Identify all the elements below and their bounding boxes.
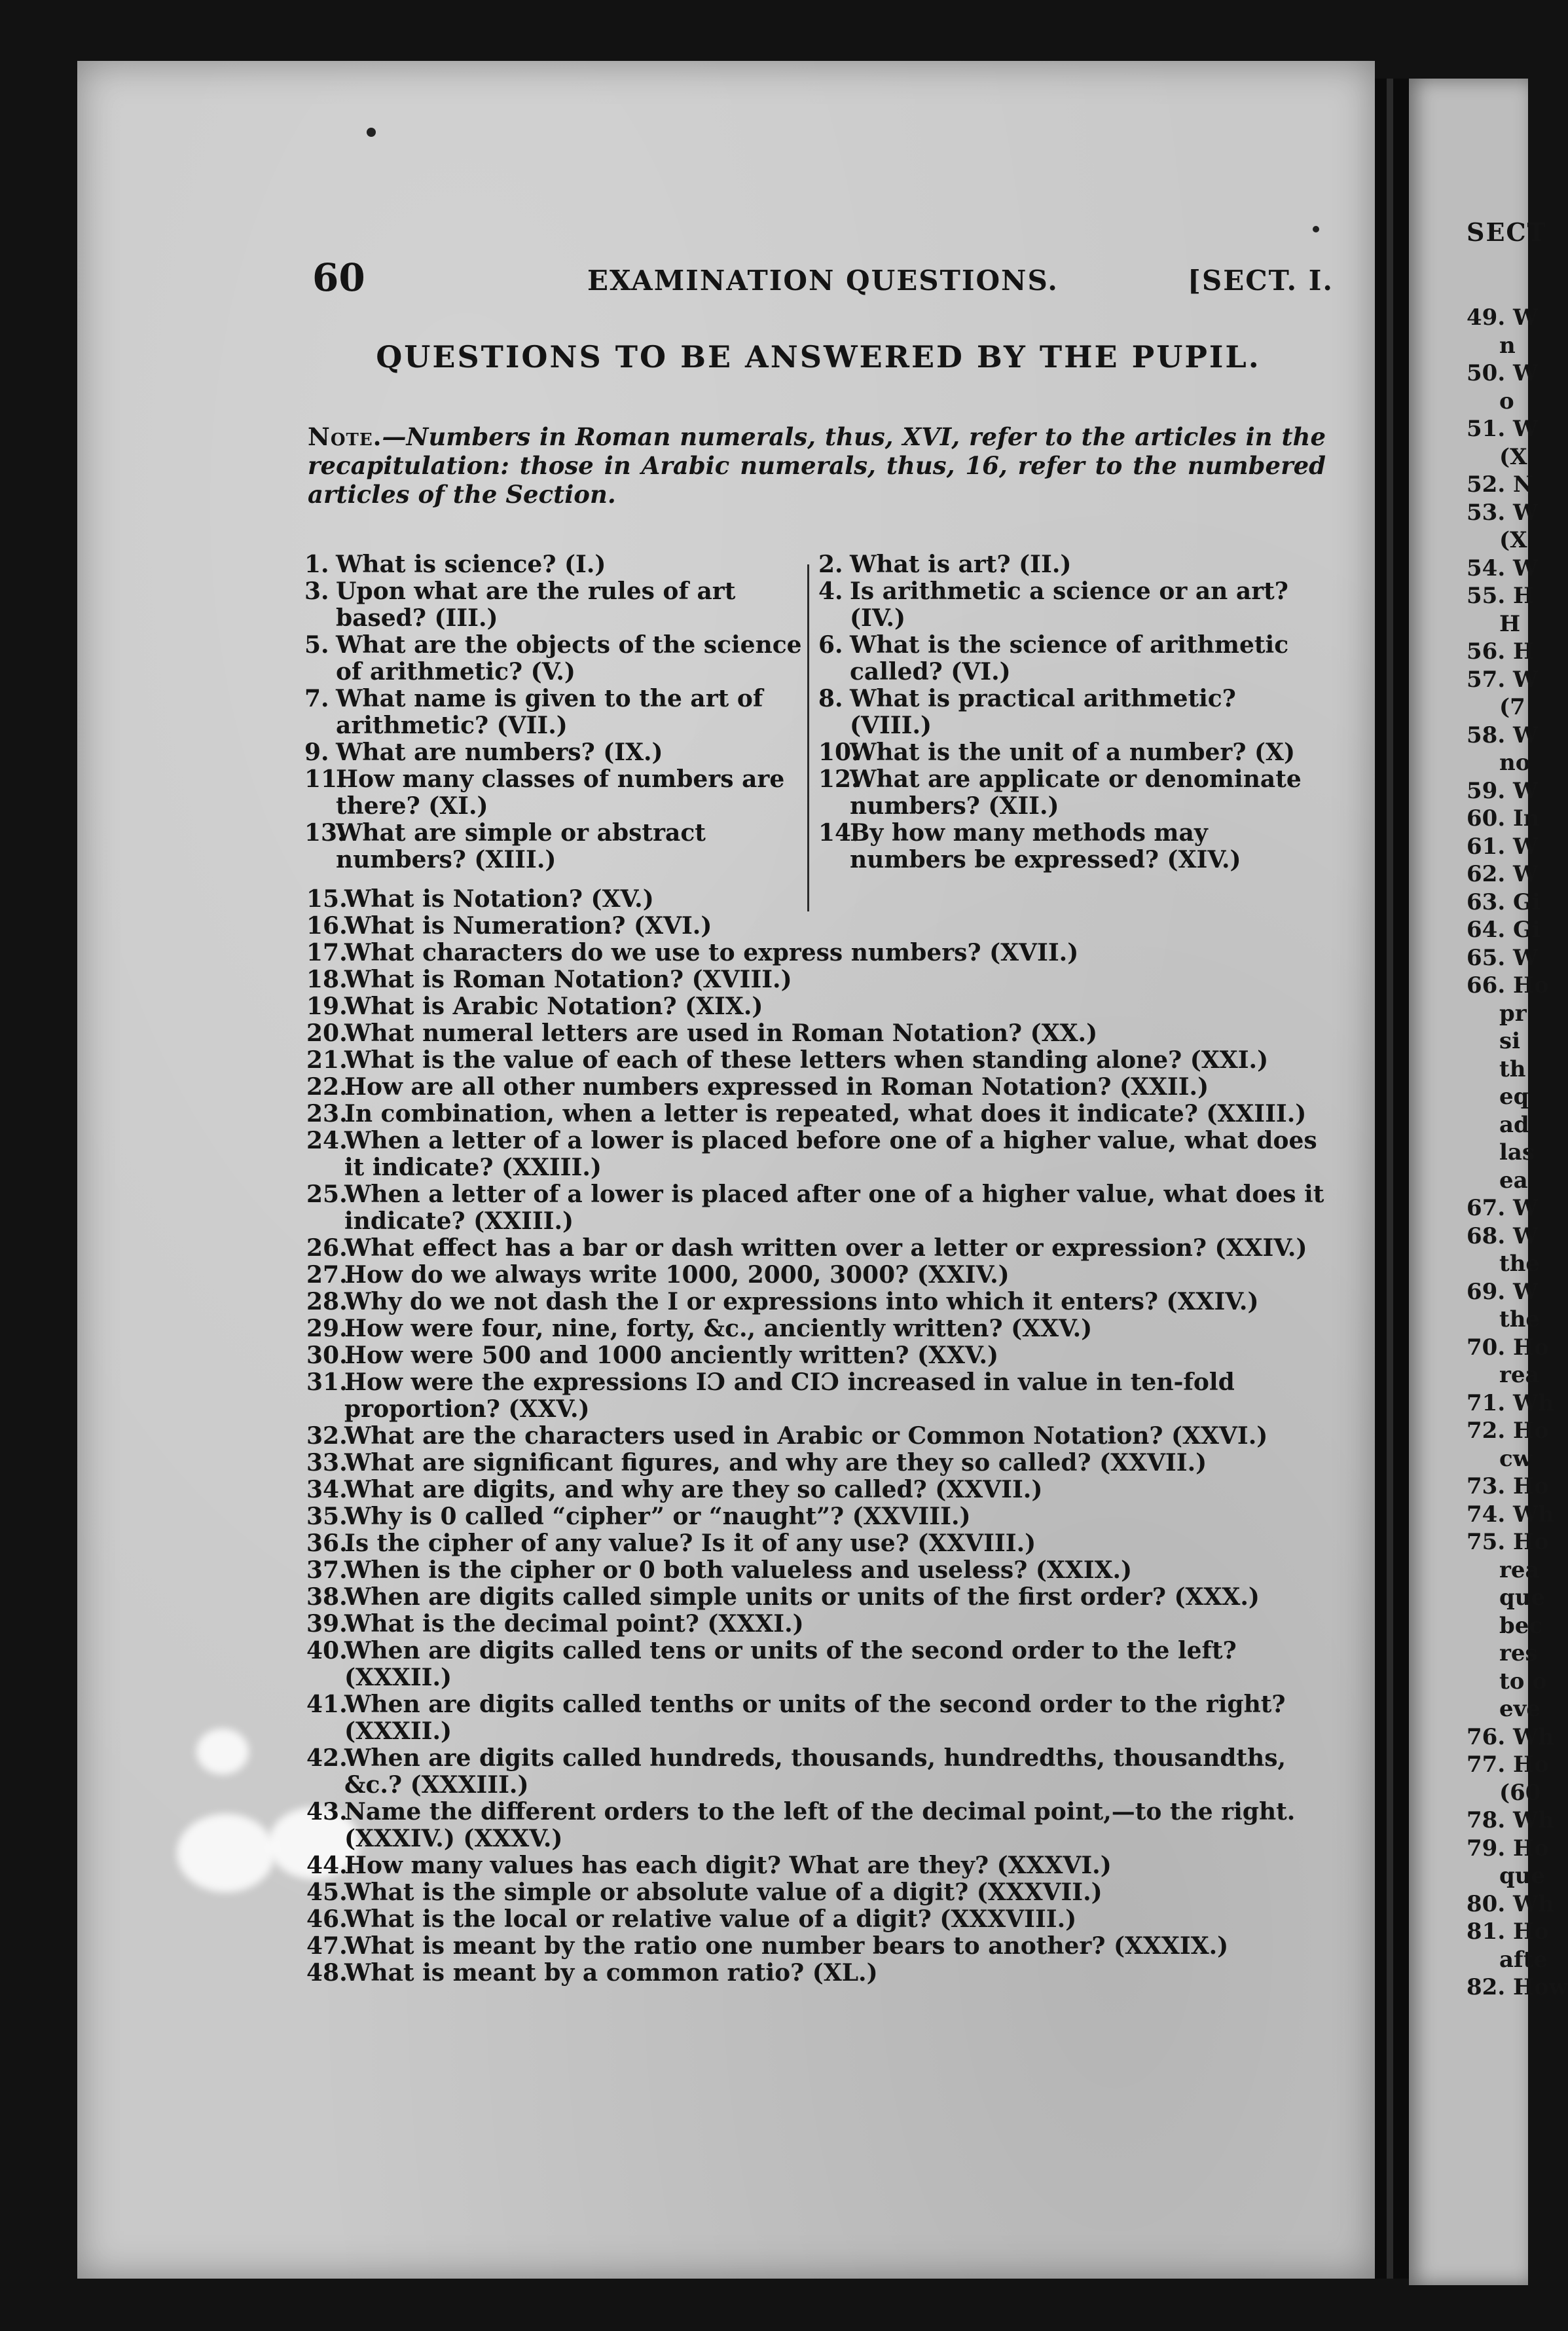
- book-gutter: [1375, 79, 1409, 2279]
- question-item: [306, 1852, 1328, 1879]
- question-list: [306, 886, 1328, 1987]
- question-text: What is Arabic Notation? (XIX.): [344, 993, 763, 1020]
- note-paragraph: [308, 422, 1326, 509]
- note-text: —Numbers in Roman numerals, thus, XVI, refer to the articles in the recapitulation: those in Arabic numerals, thus, 16, refer to the numbered articles of the Section.: [308, 422, 1326, 509]
- question-number: 17.: [306, 939, 348, 966]
- facing-page-fragment: 63. Gi: [1467, 889, 1541, 915]
- facing-page-fragment: 71. Wh: [1467, 1389, 1554, 1416]
- question-item: [306, 1745, 1328, 1799]
- question-item: [306, 993, 1328, 1020]
- facing-page-fragment: 74. Wh: [1467, 1501, 1554, 1528]
- facing-page-fragment: bec: [1499, 1612, 1543, 1639]
- facing-page-fragment: (X: [1499, 443, 1527, 470]
- question-number: 25.: [306, 1181, 348, 1208]
- question-text: What is meant by the ratio one number bears to another? (XXXIX.): [344, 1932, 1229, 1960]
- question-text: When is the cipher or 0 both valueless and useless? (XXIX.): [344, 1556, 1133, 1584]
- question-text: Why do we not dash the I or expressions into which it enters? (XXIV.): [344, 1288, 1259, 1315]
- question-text: How do we always write 1000, 2000, 3000? (XXIV.): [344, 1261, 1010, 1289]
- question-item: 7. What name is given to the art of arithmetic? (VII.): [304, 685, 763, 739]
- question-item: [306, 1101, 1328, 1128]
- section-label: [SECT. I.: [1188, 265, 1334, 297]
- question-number: 30.: [306, 1342, 348, 1369]
- question-number: 40.: [306, 1637, 348, 1664]
- question-item: [306, 1557, 1328, 1584]
- facing-page-fragment: (X: [1499, 527, 1527, 553]
- question-number: 18.: [306, 966, 348, 993]
- question-number: 24.: [306, 1127, 348, 1154]
- facing-page-fragment: res: [1499, 1640, 1538, 1666]
- left-question-column: [304, 551, 802, 873]
- question-number: 19.: [306, 993, 348, 1020]
- question-text: What is Notation? (XV.): [344, 885, 654, 913]
- question-item: [306, 1799, 1328, 1852]
- question-item: [306, 1503, 1328, 1530]
- question-item: 12.What are applicate or denominate numbers? (XII.): [818, 765, 1302, 820]
- facing-page-fragment: n: [1499, 332, 1516, 359]
- question-number: 37.: [306, 1556, 348, 1584]
- question-item: [306, 1530, 1328, 1557]
- question-text: What characters do we use to express numbers? (XVII.): [344, 939, 1079, 966]
- question-text: When a letter of a lower is placed before one of a higher value, what does it indicate? (XXIII.): [344, 1127, 1317, 1181]
- question-item: [306, 1691, 1328, 1745]
- question-number: 32.: [306, 1422, 348, 1450]
- facing-page-fragment: 55. H: [1467, 583, 1535, 609]
- facing-page-fragment: 77. Ho: [1467, 1752, 1549, 1778]
- question-item: [306, 1450, 1328, 1477]
- question-item: [306, 886, 1328, 913]
- right-question-column: [818, 551, 1326, 873]
- question-number: 35.: [306, 1503, 348, 1530]
- note-lead: Note.: [308, 422, 382, 451]
- facing-page-fragment: que: [1499, 1863, 1546, 1889]
- facing-page-fragment: 53. W: [1467, 499, 1539, 526]
- question-item: [306, 1181, 1328, 1235]
- question-number: 34.: [306, 1476, 348, 1503]
- question-number: 28.: [306, 1288, 348, 1315]
- question-text: What is Roman Notation? (XVIII.): [344, 966, 792, 993]
- column-divider: [807, 564, 809, 911]
- facing-page-fragment: 68. W: [1467, 1222, 1539, 1249]
- question-text: How many values has each digit? What are they? (XXXVI.): [344, 1852, 1112, 1879]
- facing-page-fragment: (7: [1499, 694, 1525, 720]
- question-item: [306, 1235, 1328, 1262]
- facing-page-fragment: si: [1499, 1028, 1521, 1054]
- question-number: 43.: [306, 1798, 348, 1826]
- page-title: QUESTIONS TO BE ANSWERED BY THE PUPIL.: [376, 339, 1261, 375]
- question-item: [306, 913, 1328, 940]
- question-number: 16.: [306, 912, 348, 940]
- facing-page-fragment: 67. W: [1467, 1195, 1539, 1221]
- question-text: What is Numeration? (XVI.): [344, 912, 712, 940]
- facing-page-fragment: pr: [1499, 1000, 1527, 1027]
- facing-page-fragment: the: [1499, 1251, 1541, 1277]
- question-number: 26.: [306, 1234, 348, 1262]
- facing-page-fragment: afte: [1499, 1946, 1548, 1973]
- facing-page-fragment: 78. Wh: [1467, 1807, 1554, 1833]
- question-item: 13.What are simple or abstract numbers? (XIII.): [304, 819, 706, 873]
- facing-page-fragment: 64. Gi: [1467, 917, 1541, 943]
- question-item: [306, 1369, 1328, 1423]
- question-number: 20.: [306, 1019, 348, 1047]
- facing-page-fragment: ea: [1499, 1167, 1528, 1194]
- facing-page-fragment: 80. Wh: [1467, 1890, 1554, 1917]
- ink-speck: [1313, 226, 1319, 232]
- facing-page-fragment: 76. Wh: [1467, 1723, 1554, 1750]
- question-item: 4. Is arithmetic a science or an art? (IV.): [818, 578, 1288, 632]
- facing-page-fragment: 72. Ho: [1467, 1418, 1549, 1444]
- facing-page-fragment: 58. W: [1467, 722, 1539, 748]
- facing-page-fragment: 73. Ho: [1467, 1473, 1549, 1499]
- facing-page-fragment: 51. W: [1467, 416, 1539, 442]
- question-item: 2. What is art? (II.): [818, 551, 1072, 578]
- facing-page-fragment: eve: [1499, 1696, 1541, 1722]
- question-item: [306, 1423, 1328, 1450]
- question-text: What numeral letters are used in Roman Notation? (XX.): [344, 1019, 1098, 1047]
- facing-page-fragment: 65. W: [1467, 944, 1539, 971]
- question-number: 21.: [306, 1046, 348, 1074]
- facing-page-fragment: rea: [1499, 1362, 1540, 1388]
- question-item: [306, 1262, 1328, 1289]
- facing-page-fragment: 56. H: [1467, 638, 1535, 665]
- facing-page-fragment: 82. How: [1467, 1974, 1568, 2000]
- running-header: [312, 255, 1334, 308]
- question-text: When a letter of a lower is placed after one of a higher value, what does it indicate? (XXIII.): [344, 1181, 1324, 1235]
- question-text: Why is 0 called “cipher” or “naught”? (XXVIII.): [344, 1503, 971, 1530]
- question-item: 10.What is the unit of a number? (X): [818, 739, 1295, 766]
- question-number: 44.: [306, 1852, 348, 1879]
- facing-page-fragment: 50. W: [1467, 360, 1539, 386]
- facing-page-header: SECT: [1467, 217, 1547, 247]
- question-number: 38.: [306, 1583, 348, 1611]
- facing-page-fragment: o: [1499, 388, 1514, 414]
- question-number: 48.: [306, 1959, 348, 1987]
- facing-page-fragment: 70. Ho: [1467, 1334, 1549, 1361]
- question-item: [306, 1315, 1328, 1342]
- page-number: 60: [312, 255, 365, 300]
- gutter-line: [1387, 79, 1393, 2279]
- facing-page-fragment: cw: [1499, 1445, 1532, 1472]
- question-item: 11.How many classes of numbers are there? (XI.): [304, 765, 785, 820]
- question-item: [306, 1960, 1328, 1987]
- question-item: [306, 1933, 1328, 1960]
- question-text: What is the simple or absolute value of a digit? (XXXVII.): [344, 1879, 1103, 1906]
- question-text: What are digits, and why are they so called? (XXVII.): [344, 1476, 1043, 1503]
- question-text: What are the characters used in Arabic or Common Notation? (XXVI.): [344, 1422, 1268, 1450]
- facing-page-fragment: (60: [1499, 1779, 1541, 1806]
- question-text: How were the expressions IƆ and CIƆ increased in value in ten-fold proportion? (XXV.): [344, 1368, 1235, 1423]
- facing-page-fragment: H: [1499, 610, 1521, 637]
- question-number: 22.: [306, 1073, 348, 1101]
- facing-page-fragment: 69. W: [1467, 1278, 1539, 1305]
- question-number: 36.: [306, 1530, 348, 1557]
- question-item: 5. What are the objects of the science of arithmetic? (V.): [304, 631, 802, 686]
- paper-blemish: [196, 1729, 249, 1774]
- question-text: How are all other numbers expressed in Roman Notation? (XXII.): [344, 1073, 1209, 1101]
- facing-page-fragment: las: [1499, 1139, 1535, 1166]
- question-number: 39.: [306, 1610, 348, 1638]
- question-text: Is the cipher of any value? Is it of any use? (XXVIII.): [344, 1530, 1036, 1557]
- question-item: 8. What is practical arithmetic? (VIII.): [818, 685, 1236, 739]
- question-number: 33.: [306, 1449, 348, 1477]
- question-item: [306, 1342, 1328, 1369]
- facing-page-fragment: ad: [1499, 1111, 1529, 1138]
- question-text: When are digits called simple units or units of the first order? (XXX.): [344, 1583, 1260, 1611]
- facing-page-fragment: rea: [1499, 1556, 1540, 1583]
- facing-page-fragment: to o: [1499, 1668, 1547, 1695]
- facing-page-fragment: eq: [1499, 1084, 1529, 1110]
- question-number: 27.: [306, 1261, 348, 1289]
- question-item: [306, 1638, 1328, 1691]
- facing-page-fragment: que: [1499, 1585, 1546, 1611]
- facing-page-fragment: 79. Ho: [1467, 1835, 1549, 1862]
- facing-page-fragment: 52. N: [1467, 471, 1534, 498]
- question-item: [306, 966, 1328, 993]
- question-text: What are significant figures, and why are they so called? (XXVII.): [344, 1449, 1207, 1477]
- question-number: 15.: [306, 885, 348, 913]
- facing-page-fragment: 62. W: [1467, 861, 1539, 887]
- question-item: [306, 1477, 1328, 1503]
- question-text: When are digits called tenths or units of the second order to the right? (XXXII.): [344, 1691, 1286, 1745]
- question-item: [306, 940, 1328, 966]
- facing-page-fragment: 57. W: [1467, 666, 1539, 693]
- facing-page-fragment: the: [1499, 1306, 1541, 1332]
- facing-page-fragment: th: [1499, 1055, 1526, 1082]
- question-item: [306, 1584, 1328, 1611]
- question-text: In combination, when a letter is repeated, what does it indicate? (XXIII.): [344, 1100, 1307, 1128]
- question-item: [306, 1879, 1328, 1906]
- question-item: 3. Upon what are the rules of art based? (III.): [304, 578, 736, 632]
- question-number: 46.: [306, 1905, 348, 1933]
- question-text: What is the local or relative value of a digit? (XXXVIII.): [344, 1905, 1077, 1933]
- question-item: 14.By how many methods may numbers be expressed? (XIV.): [818, 819, 1241, 873]
- facing-page-fragment: no: [1499, 750, 1531, 776]
- question-item: [306, 1289, 1328, 1315]
- question-text: How were 500 and 1000 anciently written? (XXV.): [344, 1342, 999, 1369]
- question-item: [306, 1128, 1328, 1181]
- facing-page: [1409, 79, 1568, 2285]
- question-text: When are digits called tens or units of the second order to the left? (XXXII.): [344, 1637, 1237, 1691]
- facing-page-fragment: 75. Ho: [1467, 1529, 1549, 1555]
- question-text: What is the value of each of these letters when standing alone? (XXI.): [344, 1046, 1269, 1074]
- question-item: [306, 1047, 1328, 1074]
- running-title: EXAMINATION QUESTIONS.: [587, 265, 1059, 297]
- facing-page-fragment: 66. Ho: [1467, 972, 1549, 999]
- question-number: 45.: [306, 1879, 348, 1906]
- question-text: What is meant by a common ratio? (XL.): [344, 1959, 878, 1987]
- question-item: 1. What is science? (I.): [304, 551, 606, 578]
- question-text: What effect has a bar or dash written over a letter or expression? (XXIV.): [344, 1234, 1307, 1262]
- question-number: 29.: [306, 1315, 348, 1342]
- question-item: [306, 1020, 1328, 1047]
- question-number: 23.: [306, 1100, 348, 1128]
- question-number: 41.: [306, 1691, 348, 1718]
- question-item: [306, 1906, 1328, 1933]
- facing-page-fragment: 81. Ho: [1467, 1918, 1549, 1945]
- question-text: When are digits called hundreds, thousands, hundredths, thousandths, &c.? (XXXIII.): [344, 1744, 1286, 1799]
- facing-page-fragment: 61. W: [1467, 833, 1539, 860]
- question-item: [306, 1611, 1328, 1638]
- paper-blemish: [177, 1814, 275, 1892]
- question-item: 6. What is the science of arithmetic called? (VI.): [818, 631, 1289, 686]
- facing-page-fragment: 49. W: [1467, 304, 1539, 331]
- facing-page-fragment: 60. In: [1467, 805, 1540, 832]
- question-number: 42.: [306, 1744, 348, 1772]
- question-text: How were four, nine, forty, &c., anciently written? (XXV.): [344, 1315, 1093, 1342]
- ink-speck: [367, 128, 376, 137]
- question-number: 31.: [306, 1368, 348, 1396]
- question-text: What is the decimal point? (XXXI.): [344, 1610, 804, 1638]
- facing-page-fragment: 59. W: [1467, 777, 1539, 804]
- question-item: [306, 1074, 1328, 1101]
- question-number: 47.: [306, 1932, 348, 1960]
- question-text: Name the different orders to the left of the decimal point,—to the right. (XXXIV.) (XXXV.): [344, 1798, 1296, 1852]
- facing-page-fragment: 54. W: [1467, 555, 1539, 581]
- question-item: 9. What are numbers? (IX.): [304, 739, 663, 766]
